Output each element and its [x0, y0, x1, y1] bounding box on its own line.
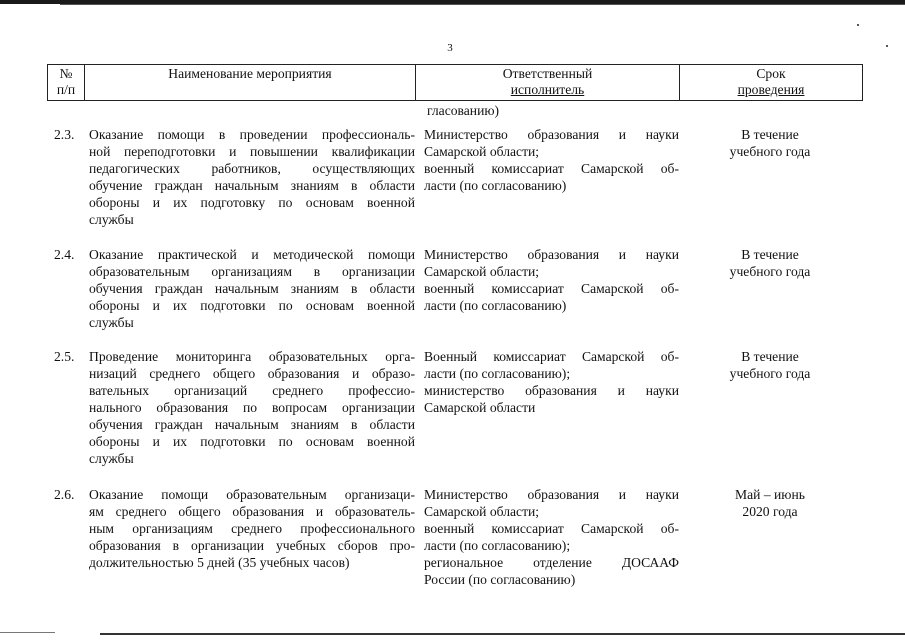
header-responsible-line-1: Ответственный — [502, 66, 593, 81]
text-line: 2020 года — [742, 504, 798, 519]
text-line: обороны и их подготовки по основам военной — [89, 434, 415, 449]
header-responsible — [416, 65, 680, 100]
text-line: ласти (по согласованию); — [424, 538, 571, 553]
header-term-line-2: проведения — [737, 82, 805, 97]
scan-speck — [857, 24, 859, 26]
row-term — [700, 246, 840, 280]
text-line: обучение граждан начальным знаниям в области — [89, 178, 415, 193]
text-line: службы — [89, 315, 134, 330]
text-line: нального образования по вопросам организации — [89, 400, 415, 415]
text-line: учебного года — [729, 264, 811, 279]
text-line: Самарской области; — [424, 144, 540, 159]
text-line: обучения граждан начальным знаниям в области — [89, 417, 415, 432]
row-number: 2.5. — [54, 349, 75, 364]
text-line: службы — [89, 212, 134, 227]
text-line: Самарской области — [424, 400, 536, 415]
row-number: 2.4. — [54, 247, 75, 262]
row-responsible — [424, 246, 679, 314]
row-event-name — [89, 246, 415, 331]
text-line: России (по согласованию) — [424, 572, 576, 587]
row-responsible — [424, 486, 679, 588]
text-line: обороны и их подготовку по основам военной — [89, 195, 415, 210]
text-line: В течение — [741, 247, 799, 262]
row-number: 2.3. — [54, 127, 75, 142]
text-line: ной переподготовки и повышении квалификации — [89, 144, 415, 159]
text-line: Министерство образования и науки — [424, 487, 679, 502]
text-line: образования в организации учебных сборов про- — [89, 538, 415, 553]
row-term — [700, 348, 840, 382]
text-line: ным организациям среднего профессионального — [89, 521, 415, 536]
text-line: военный комиссариат Самарской об- — [424, 521, 679, 536]
text-line: обучения граждан начальным знаниям в области — [89, 281, 415, 296]
scan-speck — [886, 45, 888, 47]
row-term — [700, 126, 840, 160]
row-responsible — [424, 348, 679, 416]
page-bottom-edge — [100, 633, 905, 635]
text-line: службы — [89, 451, 134, 466]
header-event-name-text: Наименование мероприятия — [168, 66, 332, 81]
text-line: педагогических работников, осуществляющих — [89, 161, 415, 176]
header-number — [48, 65, 85, 100]
text-line: Май – июнь — [735, 487, 805, 502]
text-line: В течение — [741, 127, 799, 142]
text-line: учебного года — [729, 366, 811, 381]
text-line: ям среднего общего образования и образователь- — [89, 504, 415, 519]
header-term — [680, 65, 862, 100]
page-bottom-edge-fragment — [0, 632, 55, 633]
row-term — [700, 486, 840, 520]
table-header — [47, 64, 863, 101]
page-number: 3 — [447, 42, 453, 54]
carry-over-text: гласованию) — [427, 103, 500, 118]
text-line: Оказание практической и методической помощи — [89, 247, 415, 262]
text-line: региональное отделение ДОСААФ — [424, 555, 679, 570]
text-line: Оказание помощи в проведении профессиональ- — [89, 127, 415, 142]
text-line: низаций среднего общего образования и образо- — [89, 366, 415, 381]
header-responsible-line-2: исполнитель — [510, 82, 585, 97]
text-line: В течение — [741, 349, 799, 364]
text-line: учебного года — [729, 144, 811, 159]
row-event-name — [89, 348, 415, 467]
row-event-name — [89, 486, 415, 571]
text-line: ласти (по согласованию); — [424, 366, 571, 381]
page-top-edge-shadow — [60, 4, 905, 5]
row-event-name — [89, 126, 415, 228]
text-line: Самарской области; — [424, 264, 540, 279]
text-line: обороны и их подготовки по основам военной — [89, 298, 415, 313]
text-line: военный комиссариат Самарской об- — [424, 161, 679, 176]
text-line: образовательным организациям в организации — [89, 264, 415, 279]
text-line: ласти (по согласованию) — [424, 178, 567, 193]
text-line: должительностью 5 дней (35 учебных часов) — [89, 555, 350, 570]
text-line: Министерство образования и науки — [424, 127, 679, 142]
text-line: Военный комиссариат Самарской об- — [424, 349, 679, 364]
header-number-line-1: № — [59, 66, 73, 81]
header-event-name — [85, 65, 416, 100]
header-number-line-2: п/п — [56, 82, 76, 97]
text-line: ласти (по согласованию) — [424, 298, 567, 313]
row-responsible — [424, 126, 679, 194]
header-term-line-1: Срок — [756, 66, 786, 81]
text-line: Оказание помощи образовательным организаци- — [89, 487, 415, 502]
text-line: военный комиссариат Самарской об- — [424, 281, 679, 296]
row-number: 2.6. — [54, 487, 75, 502]
text-line: Самарской области; — [424, 504, 540, 519]
text-line: Проведение мониторинга образовательных орга- — [89, 349, 415, 364]
text-line: Министерство образования и науки — [424, 247, 679, 262]
text-line: вательных организаций среднего профессио- — [89, 383, 415, 398]
text-line: министерство образования и науки — [424, 383, 679, 398]
